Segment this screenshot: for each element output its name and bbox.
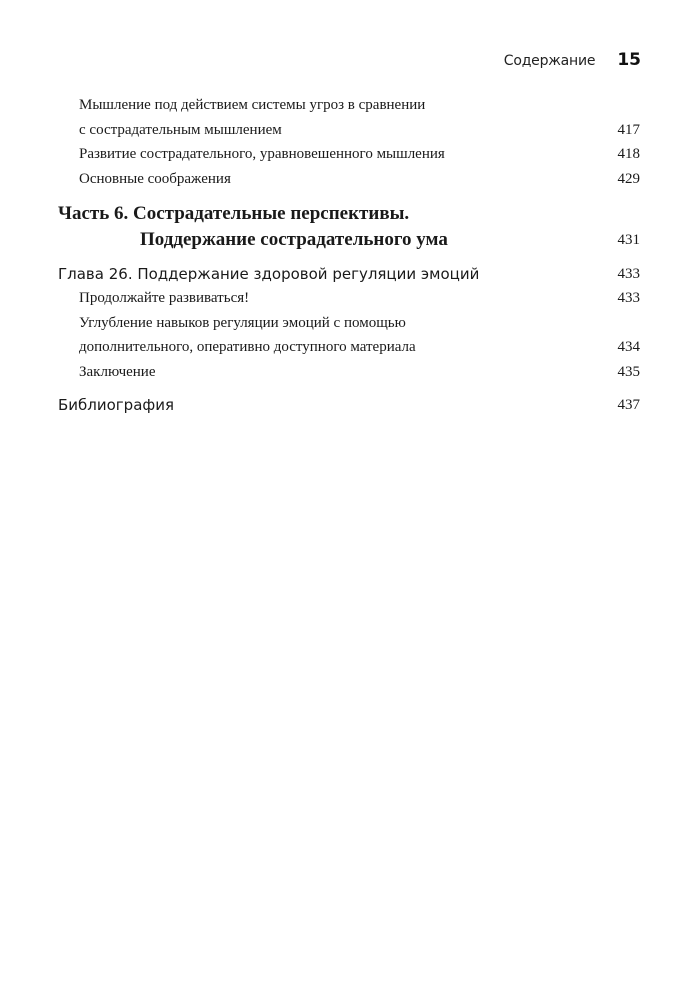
table-of-contents [58, 93, 640, 417]
toc-entry-title: Основные соображения [79, 170, 231, 187]
toc-section-entry [58, 286, 640, 311]
toc-bibliography-title: Библиография [58, 396, 174, 414]
toc-entry-page: 417 [617, 121, 640, 138]
toc-entry-page: 429 [617, 170, 640, 187]
toc-entry-title-line2: с сострадательным мышлением [79, 121, 282, 138]
toc-part-title-line2: Поддержание сострадательного ума [140, 229, 448, 250]
page-number: 15 [617, 50, 641, 70]
toc-entry-title-line2: дополнительного, оперативно доступного материала [79, 339, 416, 355]
toc-entry-page: 434 [617, 339, 640, 355]
toc-section-entry [58, 360, 640, 385]
toc-part-entry [58, 201, 640, 253]
toc-section-entry [58, 167, 640, 192]
toc-entry-title: Развитие сострадательного, уравновешенного мышления [79, 146, 445, 162]
toc-entry-page: 418 [617, 146, 640, 162]
toc-section-entry [58, 142, 640, 167]
toc-entry-title: Заключение [79, 363, 156, 380]
toc-entry-page: 435 [617, 363, 640, 380]
toc-entry-title-line1: Мышление под действием системы угроз в сравнении [79, 97, 426, 113]
toc-section-entry [58, 311, 640, 360]
toc-entry-page: 431 [617, 232, 640, 248]
toc-entry-page: 437 [617, 397, 640, 413]
toc-part-title-line1: Часть 6. Сострадательные перспективы. [58, 203, 410, 224]
toc-chapter-title: Глава 26. Поддержание здоровой регуляции эмоций [58, 265, 480, 283]
running-head [504, 50, 641, 70]
toc-chapter-entry [58, 262, 640, 286]
toc-entry-page: 433 [617, 290, 640, 306]
toc-entry-page: 433 [617, 266, 640, 282]
running-head-title: Содержание [503, 53, 596, 69]
toc-bibliography-entry [58, 393, 640, 417]
toc-entry-title: Продолжайте развиваться! [79, 290, 250, 306]
toc-entry-title-line1: Углубление навыков регуляции эмоций с помощью [79, 314, 406, 331]
toc-section-entry [58, 93, 640, 142]
